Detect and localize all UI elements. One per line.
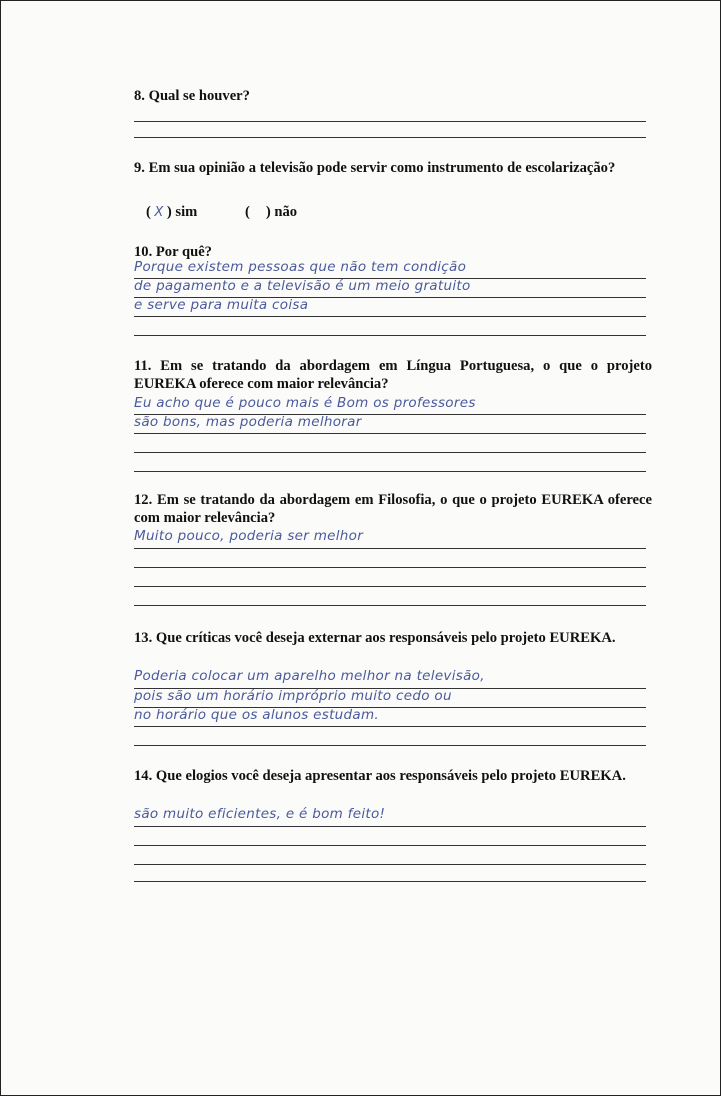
option-label: sim [175, 204, 198, 220]
checkbox-mark: X [154, 205, 164, 220]
handwritten-answer: são bons, mas poderia melhorar [134, 414, 362, 430]
question-12: 12. Em se tratando da abordagem em Filosofia, o que o projeto EUREKA oferece com maior relevância? [134, 492, 652, 526]
question-10: 10. Por quê? [134, 244, 212, 260]
handwritten-answer: Poderia colocar um aparelho melhor na televisão, [134, 668, 485, 684]
option-label: não [274, 204, 298, 220]
answer-line[interactable] [134, 452, 646, 453]
answer-line[interactable] [134, 567, 646, 568]
question-11: 11. Em se tratando da abordagem em Língua Portuguesa, o que o projeto EUREKA oferece com maior relevância? [134, 358, 652, 392]
answer-line[interactable] [134, 548, 646, 549]
answer-line[interactable] [134, 335, 646, 336]
option-nao[interactable]: ( ) não [244, 204, 298, 220]
option-sim[interactable]: ( X ) sim [146, 204, 198, 220]
handwritten-answer: e serve para muita coisa [134, 297, 309, 313]
answer-line[interactable] [134, 726, 646, 727]
handwritten-answer: Muito pouco, poderia ser melhor [134, 528, 364, 544]
answer-line[interactable] [134, 864, 646, 865]
answer-line[interactable] [134, 826, 646, 827]
question-13: 13. Que críticas você deseja externar aos responsáveis pelo projeto EUREKA. [134, 630, 616, 646]
question-9: 9. Em sua opinião a televisão pode servir como instrumento de escolarização? [134, 160, 616, 176]
answer-line[interactable] [134, 586, 646, 587]
answer-line[interactable] [134, 316, 646, 317]
answer-line[interactable] [134, 881, 646, 882]
answer-line[interactable] [134, 745, 646, 746]
answer-line[interactable] [134, 605, 646, 606]
handwritten-answer: são muito eficientes, e é bom feito! [134, 806, 386, 822]
answer-line[interactable] [134, 471, 646, 472]
answer-line[interactable] [134, 121, 646, 122]
handwritten-answer: no horário que os alunos estudam. [134, 707, 379, 723]
handwritten-answer: Eu acho que é pouco mais é Bom os professores [134, 395, 476, 411]
handwritten-answer: de pagamento e a televisão é um meio gratuito [134, 278, 471, 294]
answer-line[interactable] [134, 845, 646, 846]
handwritten-answer: pois são um horário impróprio muito cedo ou [134, 688, 452, 704]
answer-line[interactable] [134, 433, 646, 434]
question-14: 14. Que elogios você deseja apresentar aos responsáveis pelo projeto EUREKA. [134, 768, 626, 784]
handwritten-answer: Porque existem pessoas que não tem condição [134, 259, 467, 275]
yes-no-options [146, 204, 341, 221]
answer-line[interactable] [134, 137, 646, 138]
question-8: 8. Qual se houver? [134, 88, 250, 104]
